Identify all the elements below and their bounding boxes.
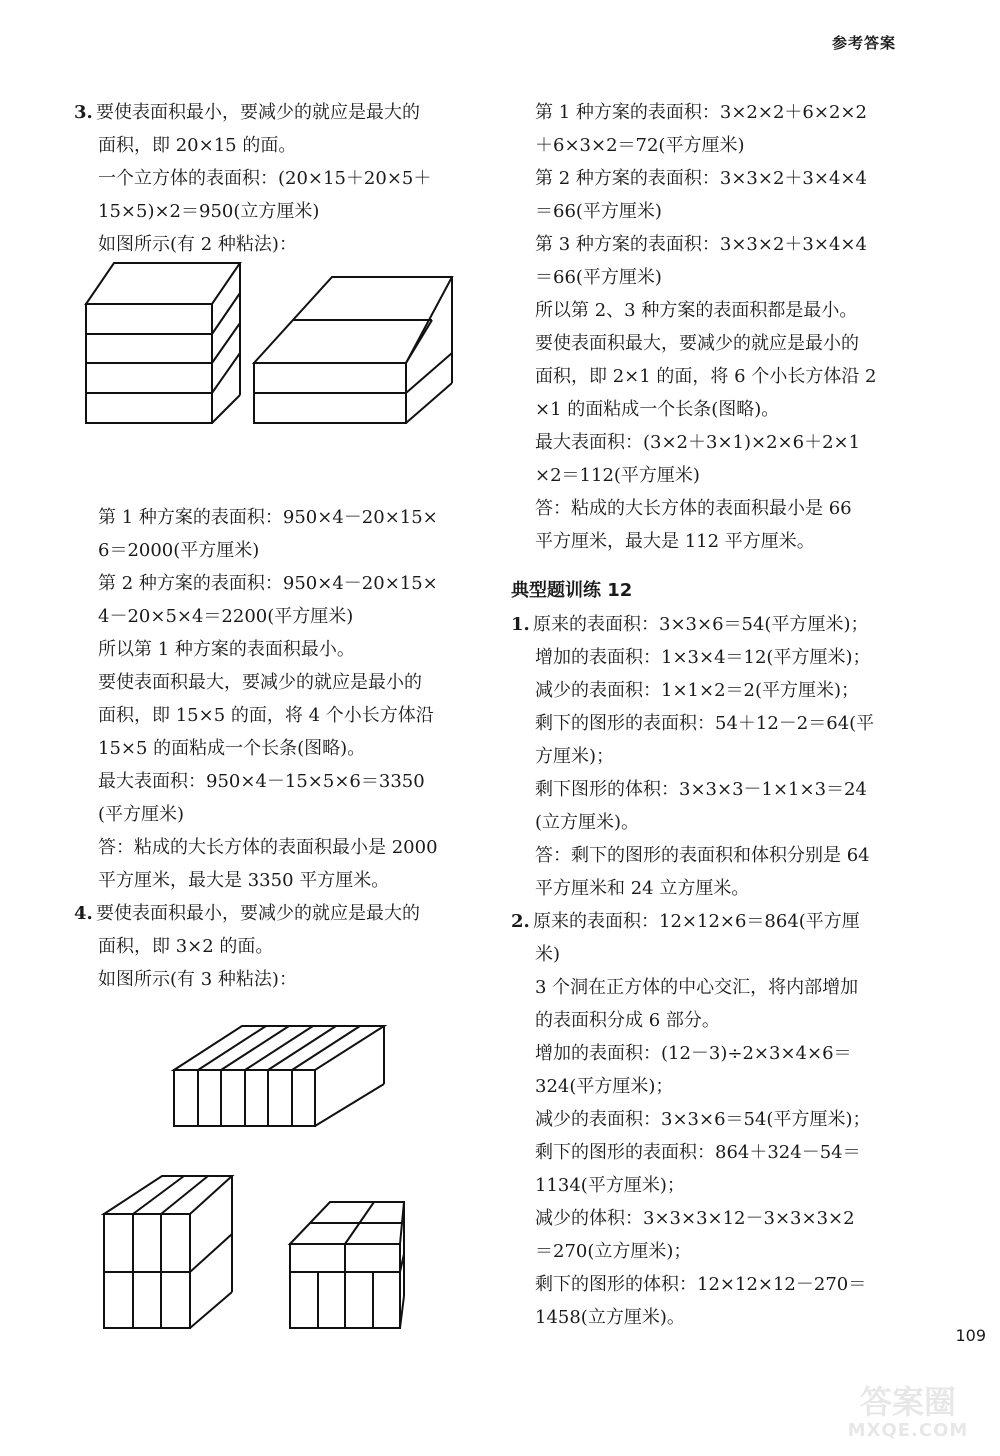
r-q2-line-10: ＝270(立方厘米)； [535, 1241, 692, 1262]
q3-after-3: 4－20×5×4＝2200(平方厘米) [98, 606, 354, 627]
r-q2-line-1: 米) [535, 944, 561, 965]
q4-cont-10: 最大表面积：(3×2＋3×1)×2×6＋2×1 [535, 432, 861, 453]
q3-figure [74, 261, 474, 501]
left-column [74, 96, 474, 1356]
r-q2-line-0: 2. 原来的表面积：12×12×6＝864(平方厘 [511, 905, 911, 938]
q3-line-2: 一个立方体的表面积：(20×15＋20×5＋ [98, 168, 432, 189]
question-number: 4. [74, 903, 93, 924]
r-q2-line-5: 324(平方厘米)； [535, 1076, 674, 1097]
q4-wide-block [290, 1202, 404, 1328]
q4-cont-12: 答：粘成的大长方体的表面积最小是 66 [535, 498, 852, 519]
question-number: 2. [511, 911, 530, 932]
watermark-logo [828, 1384, 988, 1448]
r-q2-line-9: 减少的体积：3×3×3×12－3×3×3×2 [535, 1208, 855, 1229]
q4-cont-3: ＝66(平方厘米) [535, 201, 662, 222]
r-q1-line-2: 减少的表面积：1×1×2＝2(平方厘米)； [535, 680, 860, 701]
q4-cont-13: 平方厘米，最大是 112 平方厘米。 [535, 531, 815, 552]
r-q1-line-8: 平方厘米和 24 立方厘米。 [535, 878, 750, 899]
q3-after-0: 第 1 种方案的表面积：950×4－20×15× [98, 507, 438, 528]
q4-long-row [174, 1026, 384, 1126]
q3-line-1: 面积，即 20×15 的面。 [98, 135, 297, 156]
q4-cont-9: ×1 的面粘成一个长条(图略)。 [535, 399, 780, 420]
q3-line-0: 3. 要使表面积最小，要减少的就应是最大的 [74, 96, 474, 129]
q4-cont-11: ×2＝112(平方厘米) [535, 465, 700, 486]
q4-tall-block [104, 1176, 232, 1328]
q4-cont-0: 第 1 种方案的表面积：3×2×2＋6×2×2 [535, 102, 867, 123]
r-q2-line-2: 3 个洞在正方体的中心交汇，将内部增加 [535, 977, 859, 998]
q3-after-5: 要使表面积最大，要减少的就应是最小的 [98, 672, 422, 693]
q3-stack-two-by-two [254, 277, 452, 423]
q3-after-10: 答：粘成的大长方体的表面积最小是 2000 [98, 837, 438, 858]
r-q1-line-3: 剩下的图形的表面积：54＋12－2＝64(平 [535, 713, 875, 734]
q4-line-1: 面积，即 3×2 的面。 [98, 936, 274, 957]
right-column [511, 96, 911, 1334]
q4-cont-6: 所以第 2、3 种方案的表面积都是最小。 [535, 300, 858, 321]
q4-cont-5: ＝66(平方厘米) [535, 267, 662, 288]
q3-stack-four [86, 263, 240, 423]
q4-cont-8: 面积，即 2×1 的面，将 6 个小长方体沿 2 [535, 366, 877, 387]
question-number: 3. [74, 102, 93, 123]
q4-figure [74, 996, 474, 1356]
r-q1-line-6: (立方厘米)。 [535, 812, 640, 833]
r-q2-line-4: 增加的表面积：(12－3)÷2×3×4×6＝ [535, 1043, 852, 1064]
q3-after-1: 6＝2000(平方厘米) [98, 540, 260, 561]
q4-cont-2: 第 2 种方案的表面积：3×3×2＋3×4×4 [535, 168, 867, 189]
section-title: 典型题训练 12 [511, 580, 633, 601]
page-header: 参考答案 [831, 34, 896, 52]
q3-after-6: 面积，即 15×5 的面，将 4 个小长方体沿 [98, 705, 434, 726]
r-q1-line-4: 方厘米)； [535, 746, 615, 767]
r-q1-line-0: 1. 原来的表面积：3×3×6＝54(平方厘米)； [511, 608, 911, 641]
q3-after-7: 15×5 的面粘成一个长条(图略)。 [98, 738, 366, 759]
r-q2-line-12: 1458(立方厘米)。 [535, 1307, 685, 1328]
q3-line-3: 15×5)×2＝950(立方厘米) [98, 201, 320, 222]
watermark-site: MXQE.COM [847, 1420, 969, 1441]
q4-line-2: 如图所示(有 3 种粘法)： [98, 969, 297, 990]
q4-cont-1: ＋6×3×2＝72(平方厘米) [535, 135, 745, 156]
q4-line-0: 4. 要使表面积最小，要减少的就应是最大的 [74, 897, 474, 930]
q4-cont-7: 要使表面积最大，要减少的就应是最小的 [535, 333, 859, 354]
r-q1-line-5: 剩下图形的体积：3×3×3－1×1×3＝24 [535, 779, 867, 800]
r-q2-line-3: 的表面积分成 6 部分。 [535, 1010, 720, 1031]
q3-after-4: 所以第 1 种方案的表面积最小。 [98, 639, 355, 660]
r-q2-line-11: 剩下的图形的体积：12×12×12－270＝ [535, 1274, 867, 1295]
q3-after-8: 最大表面积：950×4－15×5×6＝3350 [98, 771, 425, 792]
r-q1-line-7: 答：剩下的图形的表面积和体积分别是 64 [535, 845, 870, 866]
watermark-main: 答案圈 [859, 1383, 956, 1421]
r-q2-line-6: 减少的表面积：3×3×6＝54(平方厘米)； [535, 1109, 871, 1130]
r-q1-line-1: 增加的表面积：1×3×4＝12(平方厘米)； [535, 647, 871, 668]
q4-cont-4: 第 3 种方案的表面积：3×3×2＋3×4×4 [535, 234, 867, 255]
r-q2-line-7: 剩下的图形的表面积：864＋324－54＝ [535, 1142, 861, 1163]
q3-after-9: (平方厘米) [98, 804, 185, 825]
q3-line-4: 如图所示(有 2 种粘法)： [98, 234, 297, 255]
page-number: 109 [955, 1326, 986, 1345]
question-number: 1. [511, 614, 530, 635]
q3-after-2: 第 2 种方案的表面积：950×4－20×15× [98, 573, 438, 594]
q3-after-11: 平方厘米，最大是 3350 平方厘米。 [98, 870, 390, 891]
r-q2-line-8: 1134(平方厘米)； [535, 1175, 685, 1196]
